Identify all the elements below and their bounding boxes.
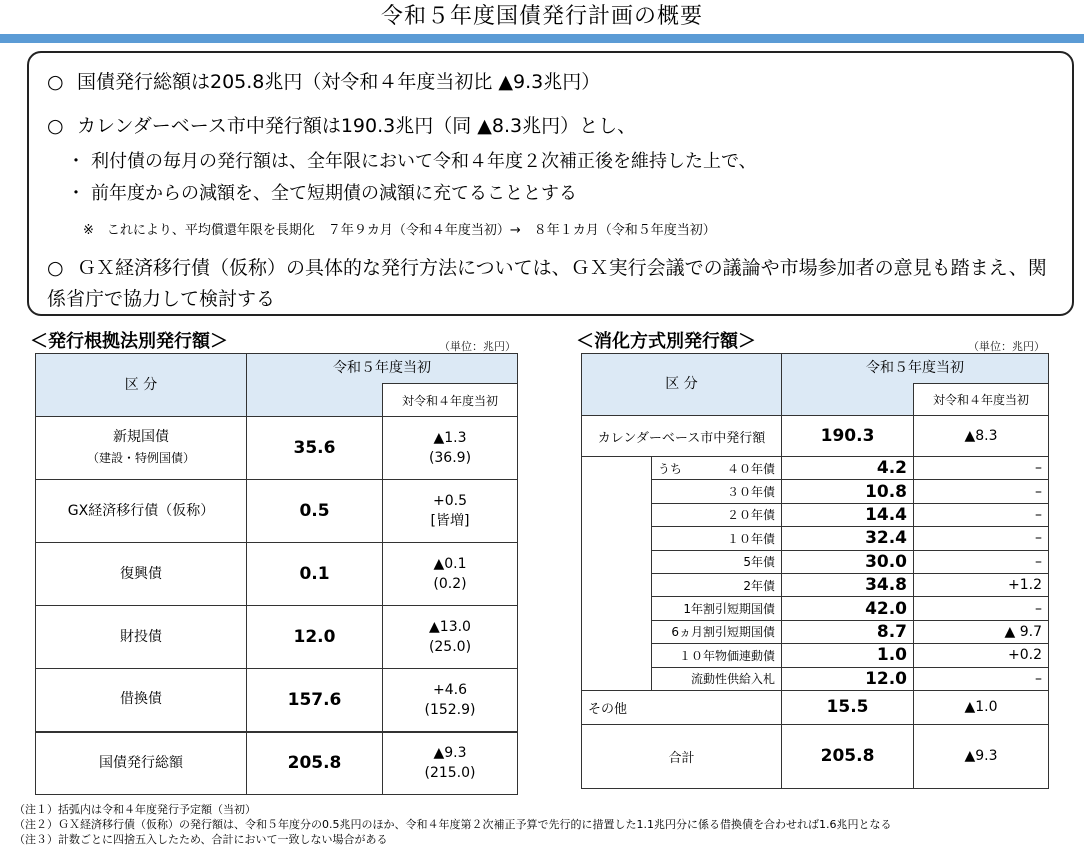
indent-cell — [582, 457, 652, 691]
sub-row — [582, 667, 1049, 690]
sub-row-cmp: +0.2 — [914, 644, 1049, 667]
right-col-category: 区 分 — [582, 354, 782, 416]
sub-row-label: 2年債 — [743, 578, 776, 593]
title-underline-bar — [0, 34, 1084, 43]
right-table-unit: （単位：兆円） — [968, 340, 1045, 353]
row-cmp — [383, 480, 518, 543]
sub-row-value: 10.8 — [782, 480, 914, 503]
sub-row-name — [652, 667, 782, 690]
sub-row-name — [652, 644, 782, 667]
summary-sub-coupon: ・ 利付債の毎月の発行額は、全年限において令和４年度２次補正後を維持した上で、 — [67, 147, 757, 173]
sub-row-value: 14.4 — [782, 503, 914, 526]
other-label: その他 — [582, 690, 782, 724]
sub-row — [582, 620, 1049, 643]
row-cmp1: ▲0.1 — [433, 556, 467, 572]
sub-row-label: 1年割引短期国債 — [683, 602, 776, 617]
row-value: 0.1 — [247, 543, 383, 606]
sub-row-cmp: – — [914, 550, 1049, 573]
summary-note: ※ これにより、平均償還年限を長期化 ７年９カ月（令和４年度当初）→ ８年１カ月（令和５年度当初） — [83, 223, 716, 238]
sub-row-cmp: – — [914, 527, 1049, 550]
row-category — [36, 480, 247, 543]
sub-row-value: 4.2 — [782, 457, 914, 480]
summary-bullet-calendar: ○ カレンダーベース市中発行額は190.3兆円（同 ▲8.3兆円）とし、 — [47, 115, 637, 137]
total-cmp: ▲9.3 — [914, 724, 1049, 788]
row-category-name: 国債発行総額 — [99, 754, 183, 771]
row-cmp — [383, 417, 518, 480]
right-col-cmp: 対令和４年度当初 — [914, 384, 1049, 416]
row-category-name: 借換債 — [120, 691, 162, 708]
row-cmp1: +0.5 — [433, 493, 467, 509]
sub-row-label: 流動性供給入札 — [691, 672, 776, 687]
row-category — [36, 543, 247, 606]
left-table-row — [36, 669, 518, 732]
total-label: 合計 — [582, 724, 782, 788]
row-value: 0.5 — [247, 480, 383, 543]
row-cmp1: ▲1.3 — [433, 430, 467, 446]
right-table-title: ＜消化方式別発行額＞ — [576, 331, 756, 352]
left-col-r5-blank — [247, 384, 383, 417]
sub-row-value: 32.4 — [782, 527, 914, 550]
sub-row-label: ４０年債 — [727, 461, 776, 476]
footnote-3: （注３）計数ごとに四捨五入したため、合計において一致しない場合がある — [14, 833, 388, 846]
row-cmp2: (0.2) — [433, 576, 467, 592]
row-cmp2: (36.9) — [428, 450, 472, 466]
other-cmp: ▲1.0 — [914, 690, 1049, 724]
sub-row-cmp: – — [914, 503, 1049, 526]
left-table — [35, 353, 518, 795]
row-category — [36, 669, 247, 732]
calendar-cmp: ▲8.3 — [914, 416, 1049, 457]
sub-row-label: １０年物価連動債 — [679, 648, 776, 663]
sub-row-label: ２０年債 — [727, 508, 776, 523]
sub-row — [582, 550, 1049, 573]
total-value: 205.8 — [782, 724, 914, 788]
row-cmp — [383, 543, 518, 606]
row-value: 12.0 — [247, 606, 383, 669]
row-category — [36, 417, 247, 480]
row-category — [36, 732, 247, 795]
dot-bullet-icon: ・ — [67, 183, 85, 204]
sub-row-value: 30.0 — [782, 550, 914, 573]
row-cmp2: (152.9) — [424, 701, 476, 718]
summary-sub-reduction: ・ 前年度からの減額を、全て短期債の減額に充てることとする — [67, 179, 577, 205]
sub-row-cmp: ▲ 9.7 — [914, 620, 1049, 643]
uchi-label: うち — [658, 461, 683, 476]
left-table-row — [36, 543, 518, 606]
sub-row — [582, 503, 1049, 526]
sub-row-label: ３０年債 — [727, 485, 776, 500]
row-cmp1: +4.6 — [433, 681, 467, 698]
sub-row-name — [652, 550, 782, 573]
left-table-row — [36, 606, 518, 669]
sub-row-cmp: – — [914, 480, 1049, 503]
footnote-2: （注２）ＧＸ経済移行債（仮称）の発行額は、令和５年度分の0.5兆円のほか、令和４年度第２次補正予算で先行的に措置した1.1兆円分に係る借換債を合わせれば1.6兆円となる — [14, 818, 892, 831]
left-table-title: ＜発行根拠法別発行額＞ — [30, 331, 228, 352]
left-col-category: 区 分 — [36, 354, 247, 417]
row-category — [36, 606, 247, 669]
left-col-cmp: 対令和４年度当初 — [383, 384, 518, 417]
circle-bullet-icon: ○ — [47, 257, 64, 279]
sub-row — [582, 597, 1049, 620]
left-table-row — [36, 732, 518, 795]
sub-row-cmp: – — [914, 667, 1049, 690]
row-category-name: 新規国債 — [113, 429, 169, 445]
sub-row — [582, 480, 1049, 503]
page-title: 令和５年度国債発行計画の概要 — [380, 4, 703, 29]
sub-row-cmp: – — [914, 597, 1049, 620]
left-table-row — [36, 480, 518, 543]
sub-row — [582, 573, 1049, 596]
summary-box — [27, 51, 1074, 316]
sub-row-value: 34.8 — [782, 573, 914, 596]
row-cmp2: [皆増] — [430, 513, 470, 529]
sub-row-value: 8.7 — [782, 620, 914, 643]
row-cmp1: ▲13.0 — [429, 619, 471, 635]
row-cmp — [383, 732, 518, 795]
row-value: 205.8 — [247, 732, 383, 795]
sub-row-name — [652, 480, 782, 503]
row-cmp — [383, 606, 518, 669]
sub-row-label: １０年債 — [727, 531, 776, 546]
left-col-r5: 令和５年度当初 — [247, 354, 518, 384]
left-table-unit: （単位：兆円） — [439, 340, 516, 353]
sub-row-name — [652, 527, 782, 550]
row-category-sub: （建設・特例国債） — [86, 451, 195, 465]
summary-bullet-total: ○ 国債発行総額は205.8兆円（対令和４年度当初比 ▲9.3兆円） — [47, 71, 601, 93]
sub-row-label: 6ヵ月割引短期国債 — [671, 625, 776, 640]
row-value: 35.6 — [247, 417, 383, 480]
right-col-r5-blank — [782, 384, 914, 416]
right-col-r5: 令和５年度当初 — [782, 354, 1049, 384]
sub-row-name — [652, 597, 782, 620]
sub-row-cmp: – — [914, 457, 1049, 480]
right-table — [581, 353, 1049, 789]
calendar-value: 190.3 — [782, 416, 914, 457]
dot-bullet-icon: ・ — [67, 151, 85, 172]
row-cmp1: ▲9.3 — [433, 745, 467, 762]
summary-bullet-gx: ○ ＧＸ経済移行債（仮称）の具体的な発行方法については、ＧＸ実行会議での議論や市場参加者の意見も踏まえ、関係省庁で協力して検討する — [47, 253, 1057, 315]
sub-row — [582, 527, 1049, 550]
row-cmp2: (215.0) — [424, 765, 476, 782]
other-value: 15.5 — [782, 690, 914, 724]
sub-row-label: 5年債 — [743, 555, 776, 570]
row-category-name: 復興債 — [120, 565, 162, 582]
left-table-row — [36, 417, 518, 480]
sub-row — [582, 644, 1049, 667]
sub-row-name — [652, 503, 782, 526]
row-category-name: GX経済移行債（仮称） — [67, 502, 215, 519]
sub-row-name — [652, 620, 782, 643]
sub-row-name — [652, 573, 782, 596]
sub-row — [582, 457, 1049, 480]
row-cmp — [383, 669, 518, 732]
row-value: 157.6 — [247, 669, 383, 732]
sub-row-cmp: +1.2 — [914, 573, 1049, 596]
circle-bullet-icon: ○ — [47, 115, 64, 137]
sub-row-value: 12.0 — [782, 667, 914, 690]
sub-row-name — [652, 457, 782, 480]
sub-row-value: 42.0 — [782, 597, 914, 620]
calendar-label: カレンダーベース市中発行額 — [582, 416, 782, 457]
row-cmp2: (25.0) — [428, 639, 472, 655]
sub-row-value: 1.0 — [782, 644, 914, 667]
circle-bullet-icon: ○ — [47, 71, 64, 93]
footnote-1: （注１）括弧内は令和４年度発行予定額（当初） — [14, 803, 256, 816]
row-category-name: 財投債 — [120, 628, 162, 645]
